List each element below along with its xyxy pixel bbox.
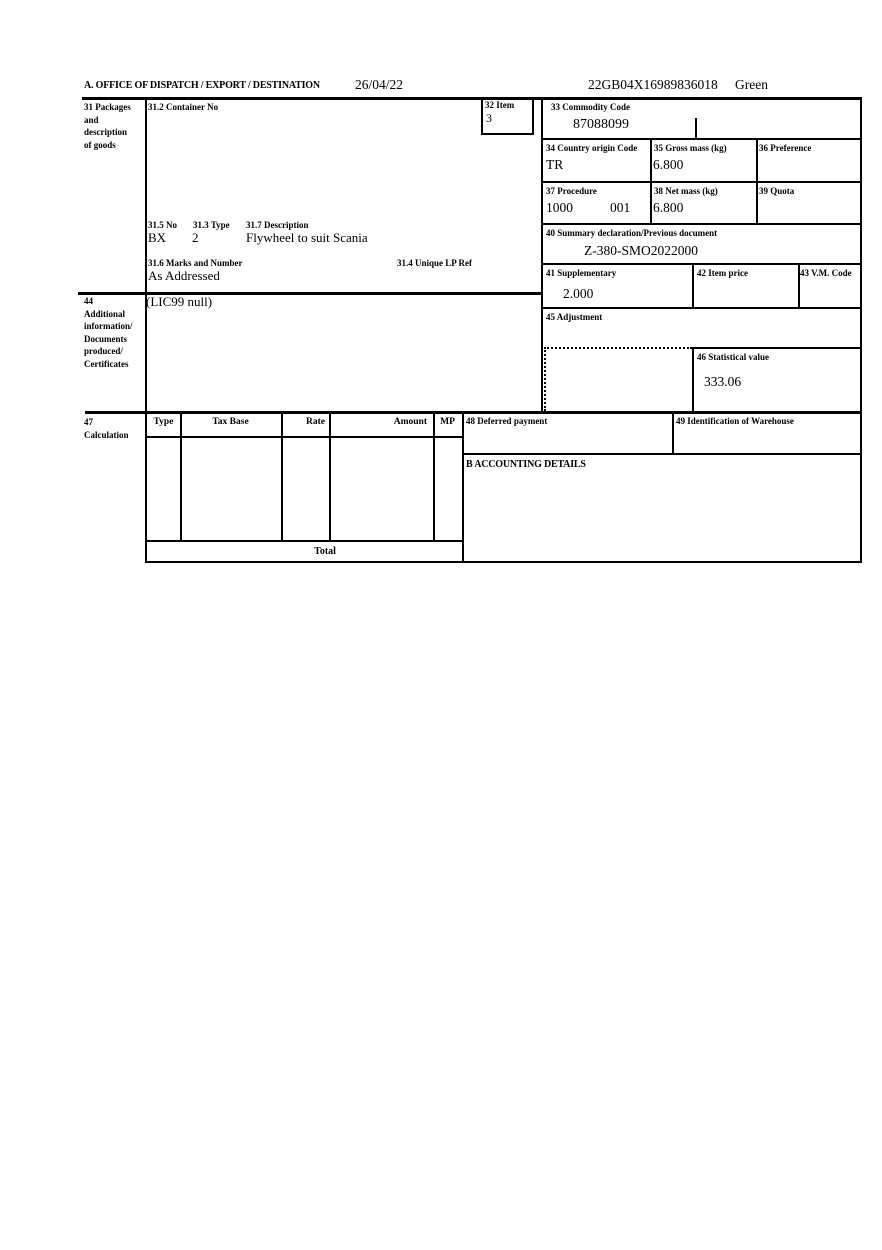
divider bbox=[462, 453, 862, 455]
box44-additional-info-label bbox=[84, 295, 133, 370]
box37-procedure-value1: 1000 bbox=[546, 200, 573, 215]
divider bbox=[541, 307, 860, 309]
divider bbox=[85, 411, 862, 414]
box36-preference-label: 36 Preference bbox=[759, 143, 812, 153]
divider bbox=[672, 411, 674, 455]
box35-gross-mass-value: 6.800 bbox=[653, 157, 684, 172]
divider bbox=[541, 181, 860, 183]
divider bbox=[695, 118, 697, 138]
box31-label-line: of goods bbox=[84, 139, 116, 150]
box47-label-line: 47 bbox=[84, 417, 93, 427]
divider bbox=[145, 97, 147, 563]
divider bbox=[541, 138, 860, 140]
box39-quota-label: 39 Quota bbox=[759, 186, 795, 196]
box31-7-description-label: 31.7 Description bbox=[246, 220, 309, 230]
box31-2-container-no-label: 31.2 Container No bbox=[148, 102, 219, 112]
box40-summary-declaration-value: Z-380-SMO2022000 bbox=[584, 243, 698, 258]
routing-indicator: Green bbox=[735, 77, 768, 92]
divider bbox=[756, 138, 758, 225]
divider bbox=[541, 97, 543, 413]
divider bbox=[82, 97, 862, 100]
box41-supplementary-label: 41 Supplementary bbox=[546, 268, 617, 278]
box31-3-type-value: 2 bbox=[192, 230, 199, 245]
box31-label-line: 31 Packages bbox=[84, 102, 131, 112]
divider bbox=[692, 347, 694, 413]
divider bbox=[692, 263, 694, 309]
box48-deferred-payment-label: 48 Deferred payment bbox=[466, 416, 548, 426]
box40-summary-declaration-label: 40 Summary declaration/Previous document bbox=[546, 228, 718, 238]
divider bbox=[145, 436, 464, 438]
box35-gross-mass-label: 35 Gross mass (kg) bbox=[654, 143, 727, 153]
calc-header-rate: Rate bbox=[306, 417, 325, 427]
box31-4-unique-lp-ref-label: 31.4 Unique LP Ref bbox=[397, 258, 473, 268]
box31-6-marks-value: As Addressed bbox=[148, 268, 220, 283]
box31-5-no-label: 31.5 No bbox=[148, 220, 177, 230]
box44-label-line: information/ bbox=[84, 321, 133, 331]
box37-procedure-value2: 001 bbox=[610, 200, 631, 215]
divider bbox=[180, 411, 182, 542]
box32-item-label: 32 Item bbox=[485, 100, 515, 110]
divider bbox=[860, 97, 862, 563]
divider bbox=[145, 561, 862, 563]
box46-statistical-value: 333.06 bbox=[704, 374, 742, 389]
office-of-dispatch-label: A. OFFICE OF DISPATCH / EXPORT / DESTINATION bbox=[84, 80, 320, 91]
calc-header-tax-base: Tax Base bbox=[212, 417, 249, 427]
box31-label-line: description bbox=[84, 127, 128, 137]
box31-3-type-label: 31.3 Type bbox=[193, 220, 230, 230]
divider bbox=[541, 223, 860, 225]
box41-supplementary-value: 2.000 bbox=[563, 286, 594, 301]
box31-5-no-value: BX bbox=[148, 230, 167, 245]
box44-label-line: produced/ bbox=[84, 346, 123, 356]
box45-adjustment-label: 45 Adjustment bbox=[546, 312, 603, 322]
divider bbox=[281, 411, 283, 542]
box34-country-origin-label: 34 Country origin Code bbox=[546, 143, 638, 153]
box33-commodity-code-value: 87088099 bbox=[573, 117, 629, 132]
divider bbox=[541, 263, 860, 265]
box38-net-mass-value: 6.800 bbox=[653, 200, 684, 215]
accounting-details-label: B ACCOUNTING DETAILS bbox=[466, 459, 586, 470]
calc-header-amount: Amount bbox=[393, 417, 427, 427]
box46-statistical-value-label: 46 Statistical value bbox=[697, 352, 769, 362]
divider bbox=[544, 347, 546, 411]
divider bbox=[433, 411, 435, 542]
box44-label-line: Documents bbox=[84, 333, 127, 344]
box43-vm-code-label: 43 V.M. Code bbox=[800, 268, 852, 278]
box38-net-mass-label: 38 Net mass (kg) bbox=[654, 186, 718, 196]
box33-commodity-code-label: 33 Commodity Code bbox=[551, 102, 630, 112]
divider bbox=[544, 347, 692, 349]
box47-label-line: Calculation bbox=[84, 429, 129, 440]
calc-header-mp: MP bbox=[440, 417, 455, 427]
box44-documents-value: (LIC99 null) bbox=[146, 294, 213, 309]
divider bbox=[481, 97, 483, 135]
box44-label-line: 44 bbox=[84, 296, 93, 306]
box49-warehouse-label: 49 Identification of Warehouse bbox=[676, 416, 794, 426]
divider bbox=[650, 138, 652, 225]
box31-label-line: and bbox=[84, 114, 99, 125]
divider bbox=[481, 133, 534, 135]
box44-label-line: Certificates bbox=[84, 358, 129, 369]
box44-label-line: Additional bbox=[84, 308, 126, 319]
divider bbox=[329, 411, 331, 542]
box31-7-description-value: Flywheel to suit Scania bbox=[246, 230, 368, 245]
box32-item-value: 3 bbox=[486, 111, 492, 125]
box42-item-price-label: 42 Item price bbox=[697, 268, 748, 278]
box31-6-marks-label: 31.6 Marks and Number bbox=[148, 258, 243, 268]
acceptance-date: 26/04/22 bbox=[355, 77, 404, 92]
divider bbox=[145, 540, 464, 542]
calc-header-type: Type bbox=[153, 417, 174, 427]
divider bbox=[532, 97, 534, 135]
mrn-number: 22GB04X16989836018 bbox=[588, 77, 718, 92]
divider bbox=[692, 347, 860, 349]
box34-country-origin-value: TR bbox=[546, 157, 564, 172]
box31-packages-label bbox=[84, 101, 131, 151]
box37-procedure-label: 37 Procedure bbox=[546, 186, 597, 196]
calc-total-label: Total bbox=[314, 546, 336, 557]
box47-calculation-label bbox=[84, 416, 129, 441]
